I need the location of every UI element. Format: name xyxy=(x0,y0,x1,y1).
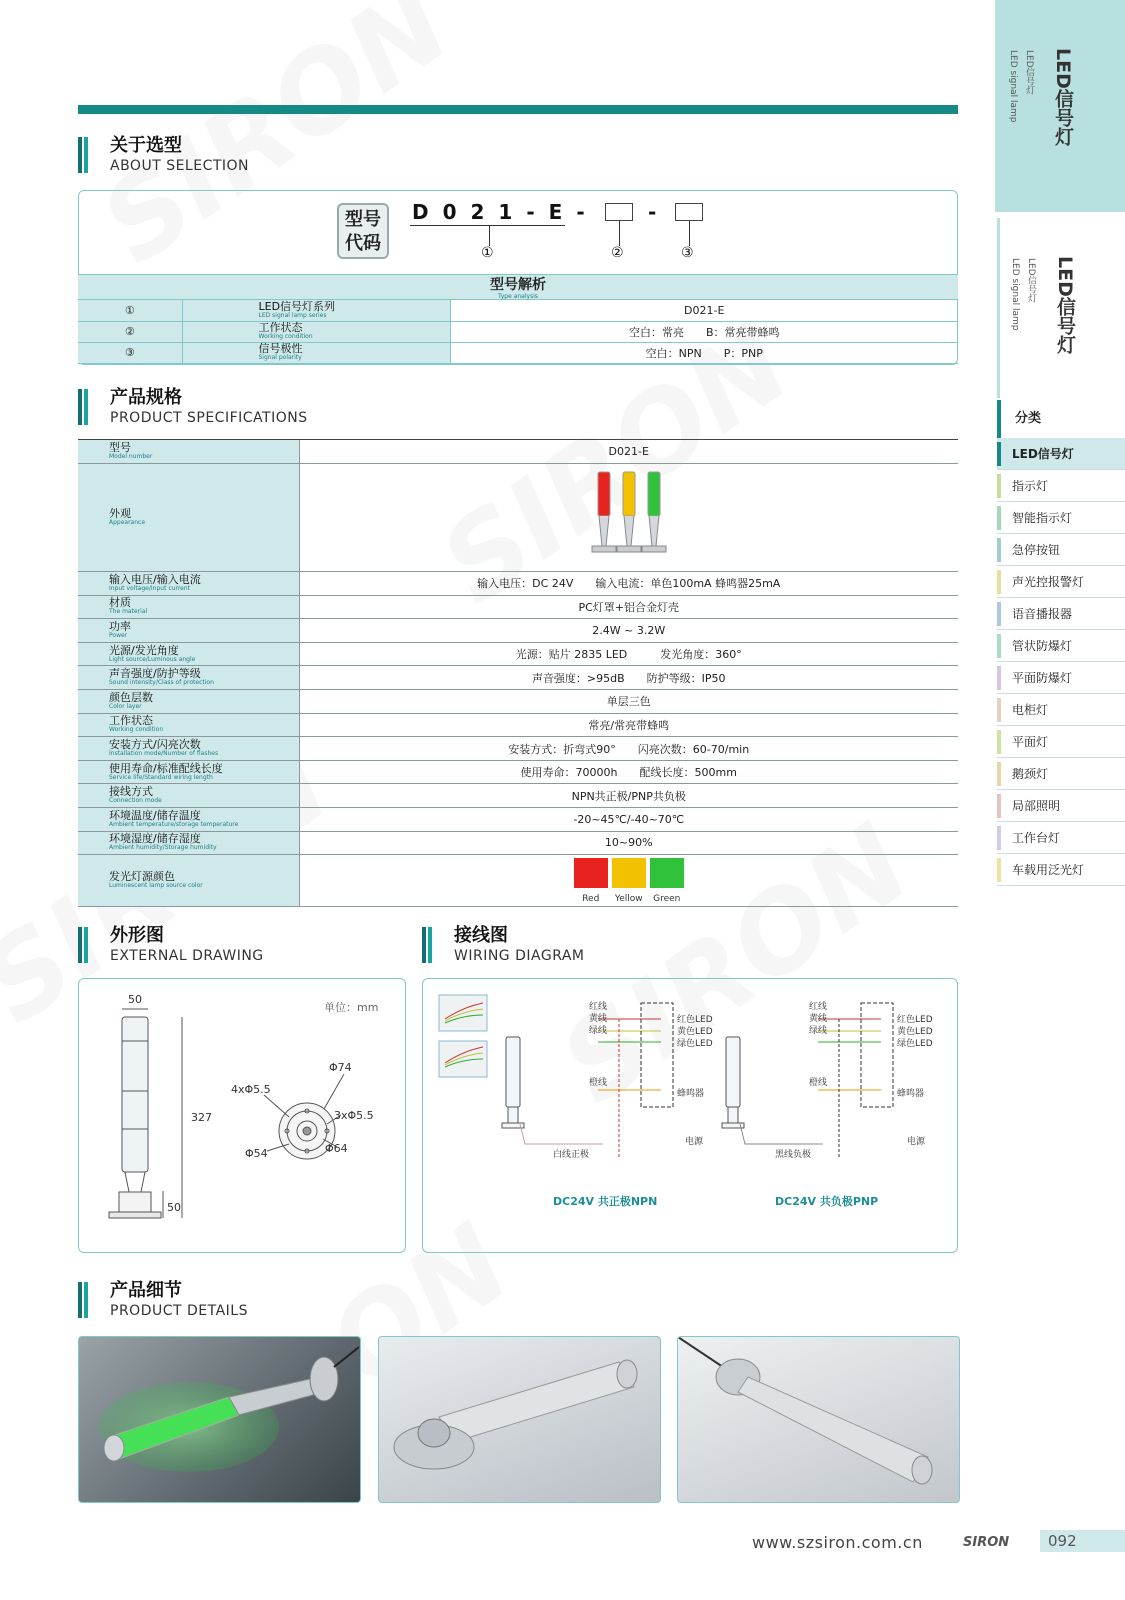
spec-label xyxy=(78,440,299,464)
nav-color-bar xyxy=(997,794,1001,818)
spec-label xyxy=(78,595,299,619)
label-cn: 光源/发光角度 xyxy=(109,643,179,657)
spec-value: 光源：贴片 2835 LED 发光角度：360° xyxy=(299,642,958,666)
color-swatch xyxy=(574,858,608,904)
spec-value: D021-E xyxy=(299,440,958,464)
spec-row xyxy=(78,572,958,596)
nav-color-bar xyxy=(997,666,1001,690)
label-en: Input voltage/Input current xyxy=(109,584,190,592)
label-en: Ambient humidity/Storage humidity xyxy=(109,844,217,852)
sidebar-nav-item[interactable] xyxy=(997,822,1125,854)
spec-label xyxy=(78,464,299,572)
spec-value: 2.4W ~ 3.2W xyxy=(299,619,958,643)
spec-row xyxy=(78,464,958,572)
spec-label xyxy=(78,831,299,855)
spec-row xyxy=(78,666,958,690)
dim-label: 4xΦ5.5 xyxy=(231,1083,271,1096)
label-cn: 发光灯源颜色 xyxy=(109,870,175,884)
connector-line xyxy=(689,221,690,246)
spec-label xyxy=(78,642,299,666)
led-label: 黄色LED xyxy=(897,1027,933,1037)
nav-item-label: 语音播报器 xyxy=(1012,607,1073,621)
sidebar-nav-item[interactable] xyxy=(997,790,1125,822)
section-heading-specs xyxy=(110,387,308,427)
power-label: 电源 xyxy=(907,1137,926,1147)
dim-label: Φ64 xyxy=(325,1142,348,1155)
spec-label xyxy=(78,713,299,737)
dim-label: Φ54 xyxy=(245,1147,268,1160)
spec-value: 10~90% xyxy=(299,831,958,855)
wire-label: 橙线 xyxy=(589,1078,608,1088)
power-label: 电源 xyxy=(685,1137,704,1147)
spec-value: 常亮/常亮带蜂鸣 xyxy=(299,713,958,737)
code-box xyxy=(605,203,633,221)
analysis-label xyxy=(182,300,450,321)
spec-row xyxy=(78,737,958,761)
analysis-row xyxy=(78,300,958,321)
spec-label xyxy=(78,760,299,784)
wire-label: 黄线 xyxy=(589,1014,608,1024)
sidebar-header xyxy=(995,0,1125,212)
wire-label: 黑线负极 xyxy=(775,1150,812,1160)
section-subtitle: PRODUCT SPECIFICATIONS xyxy=(110,410,308,426)
pnp-title: DC24V 共负极PNP xyxy=(775,1195,879,1208)
label-en: LED signal lamp series xyxy=(258,311,327,319)
led-label: 绿色LED xyxy=(677,1039,713,1049)
nav-item-label: 智能指示灯 xyxy=(1012,511,1073,525)
top-rule xyxy=(78,105,958,114)
spec-label xyxy=(78,619,299,643)
sidebar-nav-item[interactable] xyxy=(997,726,1125,758)
model-code-text: D021-E- xyxy=(412,200,599,224)
led-label: 红色LED xyxy=(677,1015,713,1025)
sidebar-nav-item[interactable] xyxy=(997,470,1125,502)
sidebar-header-secondary xyxy=(997,218,1125,398)
nav-item-label: LED信号灯 xyxy=(1012,447,1074,461)
page-number: 092 xyxy=(1040,1530,1125,1552)
label-cn: 使用寿命/标准配线长度 xyxy=(109,761,223,775)
label-cn: 接线方式 xyxy=(109,785,153,799)
nav-color-bar xyxy=(997,442,1001,466)
label-en: Connection mode xyxy=(109,797,162,805)
spec-value: NPN共正极/PNP共负极 xyxy=(299,784,958,808)
section-subtitle: ABOUT SELECTION xyxy=(110,158,250,174)
label-en: Signal polarity xyxy=(258,354,302,361)
spec-label xyxy=(78,808,299,832)
sidebar-subtitle-cn: LED信号灯 xyxy=(1024,50,1034,95)
label-cn: 安装方式/闪亮次数 xyxy=(109,738,201,752)
spec-row xyxy=(78,855,958,907)
spec-row xyxy=(78,784,958,808)
dim-label: Φ74 xyxy=(329,1061,352,1074)
sidebar-nav-item[interactable] xyxy=(997,662,1125,694)
sidebar-subtitle-cn: LED信号灯 xyxy=(1026,258,1036,303)
external-drawing xyxy=(79,979,405,1252)
label-cn: 工作状态 xyxy=(109,714,153,728)
npn-title: DC24V 共正极NPN xyxy=(553,1195,658,1208)
sidebar-title: LED信号灯 xyxy=(1052,48,1074,146)
analysis-header xyxy=(78,274,958,300)
lamp-lit-illustration xyxy=(79,1337,359,1502)
sidebar-nav-heading: 分类 xyxy=(997,400,1125,438)
nav-color-bar xyxy=(997,602,1001,626)
section-subtitle: EXTERNAL DRAWING xyxy=(110,948,264,964)
spec-label xyxy=(78,784,299,808)
nav-color-bar xyxy=(997,634,1001,658)
analysis-value: 空白：NPN P：PNP xyxy=(450,342,958,363)
nav-item-label: 管状防爆灯 xyxy=(1012,639,1073,653)
spec-label xyxy=(78,737,299,761)
spec-row xyxy=(78,713,958,737)
analysis-value: D021-E xyxy=(450,300,958,321)
spec-value: 单层三色 xyxy=(299,690,958,714)
analysis-row xyxy=(78,342,958,363)
detail-photo-base xyxy=(378,1336,661,1503)
label-en: Ambient temperature/storage temperature xyxy=(109,820,239,828)
nav-item-label: 急停按钮 xyxy=(1012,543,1061,557)
label-cn: 工作状态 xyxy=(258,321,303,334)
sidebar-nav xyxy=(997,400,1125,886)
spec-value: PC灯罩+铝合金灯壳 xyxy=(299,595,958,619)
section-marker xyxy=(78,927,88,963)
label-cn: LED信号灯系列 xyxy=(258,299,336,313)
underline xyxy=(410,225,565,226)
color-swatch xyxy=(612,858,646,904)
dim-label: 50 xyxy=(167,1201,181,1214)
label-en: Installation mode/Number of flashes xyxy=(109,750,219,758)
spec-row xyxy=(78,619,958,643)
section-heading-wiring xyxy=(454,925,585,965)
label-cn: 信号极性 xyxy=(258,342,303,355)
analysis-index: ② xyxy=(78,321,182,342)
led-label: 红色LED xyxy=(897,1015,933,1025)
color-swatch-label: Green xyxy=(653,893,681,904)
spec-row xyxy=(78,690,958,714)
label-en: Service life/Standard wiring length xyxy=(109,773,213,781)
spec-colors xyxy=(299,855,958,907)
analysis-label xyxy=(182,321,450,342)
buzzer-label: 蜂鸣器 xyxy=(677,1089,705,1099)
spec-row xyxy=(78,831,958,855)
sidebar-subtitle-en: LED signal lamp xyxy=(1010,258,1020,331)
spec-row xyxy=(78,595,958,619)
label-cn: 声音强度/防护等级 xyxy=(109,667,201,681)
spec-value: 输入电压：DC 24V 输入电流：单色100mA 蜂鸣器25mA xyxy=(299,572,958,596)
spec-label xyxy=(78,572,299,596)
label-cn: 输入电压/输入电流 xyxy=(109,572,201,586)
label-en: Model number xyxy=(109,453,153,461)
label-en: Working condition xyxy=(109,726,164,734)
section-marker xyxy=(422,927,432,963)
led-label: 黄色LED xyxy=(677,1027,713,1037)
spec-appearance xyxy=(299,464,958,572)
analysis-subtitle: Type analysis xyxy=(498,293,538,300)
badge-line: 型号 xyxy=(345,209,381,230)
led-label: 绿色LED xyxy=(897,1039,933,1049)
spec-value: 安装方式：折弯式90° 闪亮次数：60-70/min xyxy=(299,737,958,761)
section-title: 产品规格 xyxy=(110,387,182,408)
section-title: 接线图 xyxy=(454,925,508,946)
spec-row xyxy=(78,808,958,832)
analysis-index: ① xyxy=(78,300,182,321)
label-en: Light source/Luminous angle xyxy=(109,655,196,663)
dim-label: 50 xyxy=(128,993,142,1006)
analysis-table xyxy=(78,300,958,364)
analysis-row xyxy=(78,321,958,342)
label-cn: 环境温度/储存温度 xyxy=(109,808,201,822)
nav-color-bar xyxy=(997,858,1001,882)
detail-photo-side xyxy=(677,1336,960,1503)
sidebar-subtitle-en: LED signal lamp xyxy=(1008,50,1018,123)
lamp-base-illustration xyxy=(379,1337,659,1502)
label-en: Working condition xyxy=(258,333,313,340)
lamp-side-illustration xyxy=(678,1337,958,1502)
spec-label xyxy=(78,855,299,907)
wire-label: 红线 xyxy=(809,1002,828,1012)
section-heading-drawing xyxy=(110,925,264,965)
wire-label: 黄线 xyxy=(809,1014,828,1024)
nav-color-bar xyxy=(997,698,1001,722)
nav-item-label: 工作台灯 xyxy=(1012,831,1061,845)
sidebar-nav-item[interactable] xyxy=(997,502,1125,534)
wire-label: 绿线 xyxy=(589,1026,608,1036)
color-swatch-label: Red xyxy=(582,893,600,904)
wiring-box xyxy=(422,978,958,1253)
spec-row xyxy=(78,642,958,666)
color-swatch-fill xyxy=(612,858,646,888)
nav-item-label: 鹅颈灯 xyxy=(1012,767,1049,781)
nav-item-label: 电柜灯 xyxy=(1012,703,1049,717)
label-en: Power xyxy=(109,632,128,640)
nav-color-bar xyxy=(997,538,1001,562)
dim-label: 327 xyxy=(191,1111,212,1124)
spec-value: 声音强度：>95dB 防护等级：IP50 xyxy=(299,666,958,690)
analysis-index: ③ xyxy=(78,342,182,363)
marker-2: ② xyxy=(611,245,624,261)
sidebar-nav-item[interactable] xyxy=(997,758,1125,790)
footer-url[interactable]: www.szsiron.com.cn xyxy=(752,1533,923,1552)
label-cn: 环境湿度/储存湿度 xyxy=(109,832,201,846)
model-code-badge xyxy=(337,203,389,259)
dim-label: 3xΦ5.5 xyxy=(334,1109,374,1122)
color-swatch xyxy=(650,858,684,904)
section-heading-details xyxy=(110,1280,248,1320)
sidebar-nav-item[interactable] xyxy=(997,854,1125,886)
nav-item-label: 平面防爆灯 xyxy=(1012,671,1073,685)
wire-label: 橙线 xyxy=(809,1078,828,1088)
label-en: Sound intensity/Class of protection xyxy=(109,679,214,687)
connector-line xyxy=(619,221,620,246)
spec-label xyxy=(78,666,299,690)
nav-item-label: 局部照明 xyxy=(1012,799,1061,813)
code-box xyxy=(675,203,703,221)
label-cn: 功率 xyxy=(109,620,131,634)
spec-value: 使用寿命：70000h 配线长度：500mm xyxy=(299,760,958,784)
nav-color-bar xyxy=(997,570,1001,594)
label-cn: 颜色层数 xyxy=(109,690,153,704)
spec-row xyxy=(78,440,958,464)
analysis-label xyxy=(182,342,450,363)
nav-color-bar xyxy=(997,506,1001,530)
label-en: The material xyxy=(109,608,148,616)
color-swatch-label: Yellow xyxy=(614,893,643,904)
nav-color-bar xyxy=(997,762,1001,786)
nav-item-label: 平面灯 xyxy=(1012,735,1049,749)
section-title: 外形图 xyxy=(110,925,164,946)
label-cn: 型号 xyxy=(109,441,131,455)
analysis-title: 型号解析 xyxy=(490,277,546,293)
signal-lamps-image xyxy=(584,466,674,566)
siron-logo: SIRON xyxy=(963,1535,1010,1550)
section-subtitle: WIRING DIAGRAM xyxy=(454,948,585,964)
nav-item-label: 指示灯 xyxy=(1012,479,1049,493)
sidebar-nav-item[interactable] xyxy=(997,694,1125,726)
nav-color-bar xyxy=(997,474,1001,498)
wire-label: 红线 xyxy=(589,1002,608,1012)
label-cn: 外观 xyxy=(109,507,131,521)
buzzer-label: 蜂鸣器 xyxy=(897,1089,925,1099)
drawing-box xyxy=(78,978,406,1253)
marker-1: ① xyxy=(481,245,494,261)
spec-table xyxy=(78,440,958,907)
unit-label: 单位：mm xyxy=(324,1001,379,1014)
spec-row xyxy=(78,760,958,784)
color-swatch-fill xyxy=(574,858,608,888)
sidebar-nav-item[interactable] xyxy=(997,566,1125,598)
marker-3: ③ xyxy=(681,245,694,261)
connector-line xyxy=(489,226,490,246)
nav-color-bar xyxy=(997,826,1001,850)
nav-color-bar xyxy=(997,730,1001,754)
sidebar-nav-item[interactable] xyxy=(997,438,1125,470)
label-cn: 材质 xyxy=(109,596,131,610)
spec-value: -20~45℃/-40~70℃ xyxy=(299,808,958,832)
color-swatch-fill xyxy=(650,858,684,888)
wiring-diagram xyxy=(423,979,957,1252)
section-marker xyxy=(78,389,88,425)
detail-photo-lit xyxy=(78,1336,361,1503)
sidebar-nav-item[interactable] xyxy=(997,630,1125,662)
sidebar-nav-item[interactable] xyxy=(997,598,1125,630)
badge-line: 代码 xyxy=(345,233,381,254)
sidebar-title: LED信号灯 xyxy=(1054,256,1076,354)
nav-item-label: 声光控报警灯 xyxy=(1012,575,1085,589)
section-subtitle: PRODUCT DETAILS xyxy=(110,1303,248,1319)
code-dash: - xyxy=(648,200,671,224)
section-heading-selection xyxy=(110,135,249,175)
wire-label: 绿线 xyxy=(809,1026,828,1036)
sidebar-nav-item[interactable] xyxy=(997,534,1125,566)
label-en: Luminescent lamp source color xyxy=(109,882,203,890)
section-title: 关于选型 xyxy=(110,135,182,156)
section-title: 产品细节 xyxy=(110,1280,182,1301)
nav-item-label: 车载用泛光灯 xyxy=(1012,863,1085,877)
analysis-value: 空白：常亮 B：常亮带蜂鸣 xyxy=(450,321,958,342)
section-marker xyxy=(78,1282,88,1318)
label-en: Appearance xyxy=(109,519,146,527)
label-en: Color layer xyxy=(109,702,142,710)
section-marker xyxy=(78,137,88,173)
wire-label: 白线正极 xyxy=(553,1150,590,1160)
spec-label xyxy=(78,690,299,714)
